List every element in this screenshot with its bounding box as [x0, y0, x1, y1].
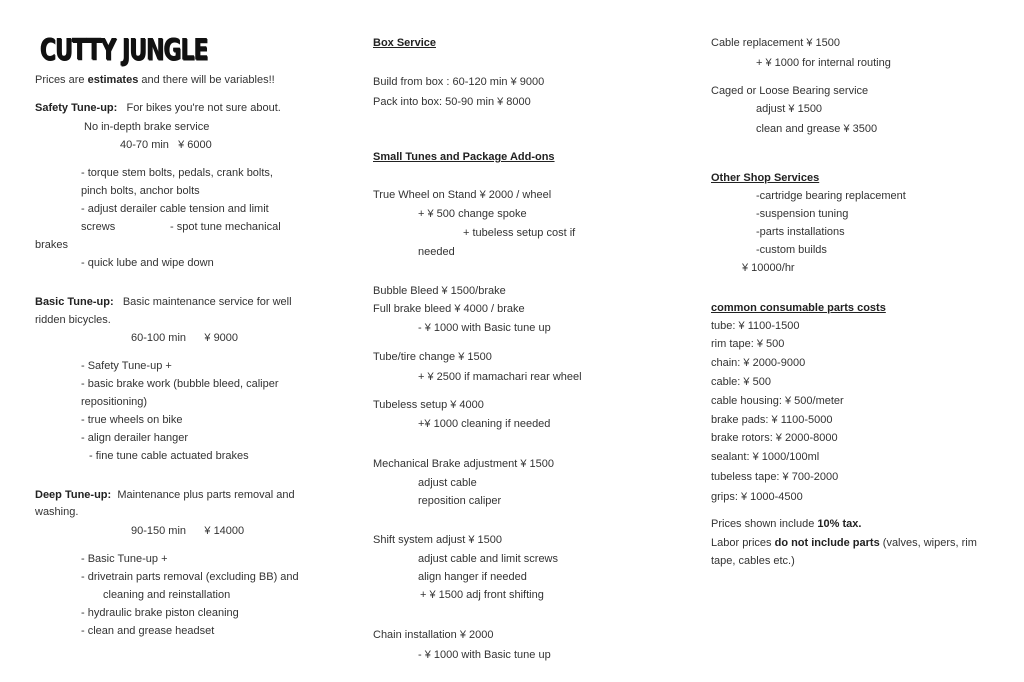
- addon-line: +¥ 1000 cleaning if needed: [418, 418, 551, 430]
- addon-line: - ¥ 1000 with Basic tune up: [418, 649, 551, 661]
- part-cost: cable housing: ¥ 500/meter: [711, 395, 844, 407]
- addon-line: adjust cable and limit screws: [418, 553, 559, 565]
- shop-logo: CUTTY JUNGLE: [40, 34, 208, 68]
- deep-desc2: washing.: [35, 506, 79, 518]
- basic-title: Basic Tune-up:: [35, 296, 114, 308]
- small-tunes-title: Small Tunes and Package Add-ons: [373, 151, 555, 163]
- service-line: + ¥ 1000 for internal routing: [756, 57, 891, 69]
- labor-post: (valves, wipers, rim: [879, 537, 977, 549]
- addon-line: align hanger if needed: [418, 571, 527, 583]
- other-service: -parts installations: [756, 226, 845, 238]
- addon-line: Chain installation ¥ 2000: [373, 629, 494, 641]
- deep-title: Deep Tune-up:: [35, 489, 112, 501]
- part-cost: tube: ¥ 1100-1500: [711, 320, 800, 332]
- tax-note: [711, 517, 861, 531]
- deep-desc: Maintenance plus parts removal and: [117, 489, 295, 501]
- addon-line: needed: [418, 246, 455, 258]
- safety-desc2: No in-depth brake service: [84, 121, 210, 133]
- safety-header: [35, 101, 281, 115]
- basic-price: ¥ 9000: [204, 332, 239, 344]
- safety-desc: For bikes you're not sure about.: [126, 102, 281, 114]
- addon-line: Shift system adjust ¥ 1500: [373, 534, 503, 546]
- deep-price: ¥ 14000: [204, 525, 245, 537]
- tax-pre: Prices shown include: [711, 518, 818, 530]
- service-line: adjust ¥ 1500: [756, 103, 823, 115]
- labor-bold: do not include parts: [774, 537, 880, 549]
- part-cost: tubeless tape: ¥ 700-2000: [711, 471, 839, 483]
- deep-item: cleaning and reinstallation: [103, 589, 231, 601]
- part-cost: brake rotors: ¥ 2000-8000: [711, 432, 838, 444]
- part-cost: cable: ¥ 500: [711, 376, 771, 388]
- service-line: Caged or Loose Bearing service: [711, 85, 869, 97]
- addon-line: + ¥ 1500 adj front shifting: [420, 589, 544, 601]
- basic-item: - align derailer hanger: [81, 432, 189, 444]
- safety-time-price: [120, 138, 212, 152]
- safety-item: - quick lube and wipe down: [81, 257, 214, 269]
- box-line: Pack into box: 50-90 min ¥ 8000: [373, 96, 531, 108]
- service-line: Cable replacement ¥ 1500: [711, 37, 841, 49]
- safety-item: screws: [81, 221, 116, 233]
- addon-line: reposition caliper: [418, 495, 502, 507]
- labor-note: [711, 536, 977, 550]
- deep-item: - clean and grease headset: [81, 625, 215, 637]
- addon-line: + tubeless setup cost if: [463, 227, 576, 239]
- hourly-rate: ¥ 10000/hr: [742, 262, 795, 274]
- safety-price: ¥ 6000: [178, 139, 212, 151]
- addon-line: Tube/tire change ¥ 1500: [373, 351, 492, 363]
- tax-bold: 10% tax.: [817, 518, 862, 530]
- addon-line: + ¥ 500 change spoke: [418, 208, 527, 220]
- deep-header: [35, 488, 295, 502]
- other-service: -cartridge bearing replacement: [756, 190, 906, 202]
- addon-line: Tubeless setup ¥ 4000: [373, 399, 484, 411]
- basic-item: - true wheels on bike: [81, 414, 183, 426]
- addon-line: - ¥ 1000 with Basic tune up: [418, 322, 551, 334]
- deep-item: - drivetrain parts removal (excluding BB) and: [81, 571, 299, 583]
- part-cost: brake pads: ¥ 1100-5000: [711, 414, 833, 426]
- deep-time: 90-150 min: [131, 525, 187, 537]
- basic-item: - Safety Tune-up +: [81, 360, 172, 372]
- basic-item: - fine tune cable actuated brakes: [89, 450, 249, 462]
- addon-line: Full brake bleed ¥ 4000 / brake: [373, 303, 525, 315]
- box-line: Build from box : 60-120 min ¥ 9000: [373, 76, 545, 88]
- addon-line: True Wheel on Stand ¥ 2000 / wheel: [373, 189, 552, 201]
- safety-title: Safety Tune-up:: [35, 102, 118, 114]
- part-cost: grips: ¥ 1000-4500: [711, 491, 803, 503]
- labor-pre: Labor prices: [711, 537, 775, 549]
- basic-header: [35, 295, 292, 309]
- addon-line: + ¥ 2500 if mamachari rear wheel: [418, 371, 582, 383]
- safety-time: 40-70 min: [120, 139, 169, 151]
- deep-item: - hydraulic brake piston cleaning: [81, 607, 239, 619]
- service-line: clean and grease ¥ 3500: [756, 123, 878, 135]
- intro-post: and there will be variables!!: [138, 74, 275, 86]
- part-cost: rim tape: ¥ 500: [711, 338, 785, 350]
- other-service: -custom builds: [756, 244, 827, 256]
- labor-note-line2: tape, cables etc.): [711, 555, 795, 567]
- addon-line: Bubble Bleed ¥ 1500/brake: [373, 285, 506, 297]
- safety-item: - torque stem bolts, pedals, crank bolts,: [81, 167, 273, 179]
- safety-item: - spot tune mechanical: [170, 221, 281, 233]
- addon-line: adjust cable: [418, 477, 477, 489]
- parts-costs-title: common consumable parts costs: [711, 302, 886, 314]
- safety-item: brakes: [35, 239, 69, 251]
- intro-note: [35, 73, 275, 87]
- other-service: -suspension tuning: [756, 208, 849, 220]
- basic-item: - basic brake work (bubble bleed, caliper: [81, 378, 279, 390]
- deep-time-price: [131, 524, 244, 538]
- basic-desc: Basic maintenance service for well: [122, 296, 292, 308]
- basic-time: 60-100 min: [131, 332, 187, 344]
- other-services-title: Other Shop Services: [711, 172, 820, 184]
- safety-item: - adjust derailer cable tension and limit: [81, 203, 269, 215]
- basic-desc2: ridden bicycles.: [35, 314, 111, 326]
- safety-item: pinch bolts, anchor bolts: [81, 185, 200, 197]
- addon-line: Mechanical Brake adjustment ¥ 1500: [373, 458, 554, 470]
- basic-item: repositioning): [81, 396, 148, 408]
- intro-bold: estimates: [87, 74, 139, 86]
- part-cost: sealant: ¥ 1000/100ml: [711, 451, 820, 463]
- intro-pre: Prices are: [35, 74, 88, 86]
- basic-time-price: [131, 331, 238, 345]
- part-cost: chain: ¥ 2000-9000: [711, 357, 806, 369]
- box-service-title: Box Service: [373, 37, 436, 49]
- deep-item: - Basic Tune-up +: [81, 553, 168, 565]
